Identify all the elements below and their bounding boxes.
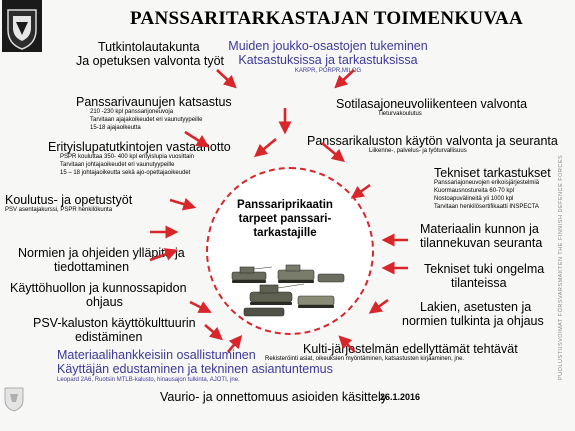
sotilas-detail: Tieturvakoulutus (378, 111, 422, 118)
kulti-detail: Rekisteröinti asiat, oikeuksien myöntäminen, katsastusten kirjaaminen, jne. (265, 356, 465, 363)
arrow-icon (205, 325, 218, 336)
erityis-detail: PSPR kouluttaa 350- 400 kpl erityislupia vuosittain (60, 154, 195, 161)
date-text: 26.1.2016 (380, 392, 421, 402)
muiden-line-2: Katsastuksissa ja tarkastuksissa (238, 53, 418, 68)
arrow-icon (259, 139, 276, 153)
tekniset-detail: Tarvitaan henkilösertifikaatti INSPECTA (434, 203, 539, 210)
arrow-icon (150, 252, 172, 260)
kunnon-line-2: tilannekuvan seuranta (420, 236, 543, 251)
kulti-heading: Kulti-järjestelmän edellyttämät tehtävät (303, 342, 518, 356)
arrow-icon (170, 200, 190, 206)
tekniset-heading: Tekniset tarkastukset (434, 166, 551, 180)
lakien-line-2: normien tulkinta ja ohjaus (402, 314, 544, 329)
lakien-line-1: Lakien, asetusten ja (420, 300, 532, 314)
vaurio-text: Vaurio- ja onnettomuus asioiden käsittely (160, 390, 387, 404)
arrow-icon (217, 70, 232, 84)
materiaali-line-2: Käyttäjän edustaminen ja tekninen asiantuntemus (57, 362, 333, 377)
center-line-2: tarpeet panssari- (238, 212, 332, 225)
arrow-icon (190, 302, 206, 310)
tekniset-detail: Panssariajoneuvojen erikoisjärjestelmiä (434, 180, 540, 187)
materiaali-line-1: Materiaalihankkeisiin osallistuminen (57, 348, 256, 362)
tutkinto-line-2: Ja opetuksen valvonta työt (76, 54, 225, 69)
psv-line-2: edistäminen (75, 330, 143, 345)
psv-line-1: PSV-kaluston käyttökulttuurin (33, 316, 196, 330)
katsastus-detail: Tarvitaan ajajakoikeudet eri vaunutyypeille (90, 117, 203, 124)
kayttohuolto-line-2: ohjaus (86, 295, 123, 310)
arrow-icon (374, 300, 388, 310)
center-line-3: tarkastajille (253, 226, 317, 239)
arrow-icon (356, 185, 370, 195)
katsastus-heading: Panssarivaunujen katsastus (76, 95, 232, 109)
tekniset-detail: Kuormausnostureita 60-70 kpl (434, 188, 515, 195)
page-title: PANSSARITARKASTAJAN TOIMENKUVAA (130, 8, 524, 29)
katsastus-detail: 15-18 ajajaoikeutta (90, 124, 141, 131)
tekniset-detail: Nostoapuvälineitä yli 1000 kpl (434, 195, 514, 202)
normien-line-2: tiedottaminen (54, 260, 130, 275)
kunnon-line-1: Materiaalin kunnon ja (420, 222, 539, 236)
koulutus-heading: Koulutus- ja opetustyöt (5, 193, 133, 207)
sotilas-heading: Sotilasajoneuvoliikenteen valvonta (336, 97, 528, 111)
sidebar-watermark-text: PUOLUSTUSVOIMAT FÖRSVARSMAKTEN THE FINNISH DEFENCE FORCES (558, 154, 564, 380)
arrow-icon (343, 340, 355, 352)
kaytto-heading: Panssarikaluston käytön valvonta ja seuranta (307, 134, 558, 148)
erityis-detail: Tarvitaan johtajaoikeudet eri vaunutyypeille (60, 162, 175, 169)
finnish-defence-forces-crest-icon (3, 386, 25, 412)
arrow-icon (228, 340, 238, 352)
muiden-detail: KARPR, PORPR,MILOG (294, 67, 362, 74)
koulutus-detail: PSV asentajakurssi, PSPR henkilökunta (5, 207, 113, 214)
kayttohuolto-line-1: Käyttöhuollon ja kunnossapidon (10, 281, 187, 295)
tuki-line-2: tilanteissa (451, 276, 507, 291)
tutkinto-line-1: Tutkintolautakunta (98, 40, 200, 54)
arrow-icon (339, 70, 354, 84)
muiden-line-1: Muiden joukko-osastojen tukeminen (228, 39, 428, 53)
normien-line-1: Normien ja ohjeiden ylläpito ja (18, 246, 185, 260)
erityis-heading: Erityislupatutkintojen vastaanotto (48, 140, 231, 154)
center-line-1: Panssariprikaatin (237, 199, 333, 211)
tuki-line-1: Tekniset tuki ongelma (424, 262, 545, 276)
arrow-icon (322, 143, 340, 158)
erityis-detail: 15 – 18 johtajaoikeutta sekä ajo-opettajaoikeudet (60, 169, 191, 176)
kaytto-detail: Liikenne-, palvelus- ja työturvallisuus (369, 148, 467, 155)
arrow-icon (185, 132, 204, 144)
materiaali-detail: Leopard 2A6, Ruotsin MTLB-kalusto, hinausajon tulkinta, AJOTI, jne. (57, 376, 240, 383)
katsastus-detail: 210 -230 kpl panssarijoneuvoja (90, 109, 174, 116)
